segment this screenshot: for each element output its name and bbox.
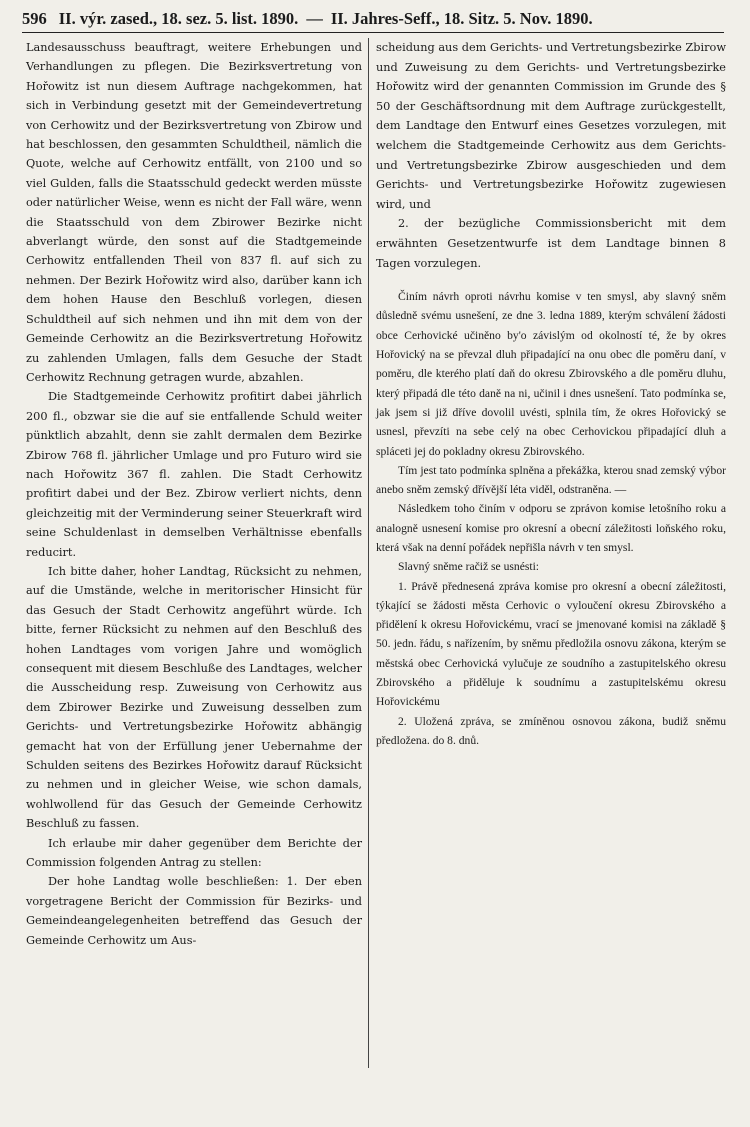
right-czech-paragraph: Činím návrh oproti návrhu komise v ten smysl, aby slavný sněm důsledně svému usnešení, ze dne 3. ledna 1889, kterým schválení žádosti obce Cerhovické učiněno by'o závislým od okolností té, že by okres Hořovický na se převzal dluh připadající na onu obec dle poměru daní, v poměru, dle kterého platí daň do okresu Zbirovského a dle poměru dluhu, který připadá dle této daně na ni, učinil i dnes usnešení. Tato podmínka se, jak jsem si již dříve dovolil uvésti, splnila tím, že okres Hořovický se usnesl, převzíti na sebe celý na obec Cerhovickou připadající dluh a spláceti jej do pokladny okresu Zbirovského. bbox=[376, 290, 726, 458]
right-czech-paragraph: Slavný sněme račiž se usnésti: bbox=[398, 560, 540, 574]
right-czech-paragraph: Následkem toho činím v odporu se zprávon komise letošního roku a analogně usnesení komise pro okresní a obecní záležitosti loňského roku, která však na denní pořádek nepřišla návrh v ten smysl. bbox=[376, 502, 726, 554]
column-divider bbox=[368, 38, 369, 1068]
running-header bbox=[22, 3, 724, 29]
right-german-paragraph: 2. der bezügliche Commissionsbericht mit dem erwähnten Gesetzentwurfe ist dem Landtage binnen 8 Tagen vorzulegen. bbox=[376, 217, 726, 270]
left-paragraph: Der hohe Landtag wolle beschließen: 1. Der eben vorgetragene Bericht der Commission für Bezirks- und Gemeindeangelegenheiten betreffend das Gesuch der Gemeinde Cerhowitz um Aus- bbox=[26, 875, 362, 947]
page-number: 596 bbox=[22, 9, 47, 28]
left-paragraph: Ich erlaube mir daher gegenüber dem Berichte der Commission folgenden Antrag zu stellen: bbox=[26, 836, 362, 870]
paragraph-gap bbox=[376, 273, 726, 287]
left-paragraph: Die Stadtgemeinde Cerhowitz profitirt dabei jährlich 200 fl., obzwar sie die auf sie entfallende Schuld weiter pünktlich abzahlt, denn sie zahlt dermalen dem Bezirke Zbirow 768 fl. jährlicher Umlage und pro Futuro wird sie nach Hořowitz 367 fl. zahlen. Die Stadt Cerhowitz profitirt dabei und der Bez. Zbirow verliert nichts, denn gleichzeitig mit der Verminderung seiner Steuerkraft wird seine Schuldenlast in demselben Verhältnisse ebenfalls reducirt. bbox=[26, 390, 362, 559]
header-rule bbox=[22, 32, 724, 33]
right-czech-paragraph: 1. Právě přednesená zpráva komise pro okresní a obecní záležitosti, týkající se žádosti města Cerhovic o vyloučení okresu Zbirovského a přidělení k okresu Hořovickému, vrací se jmenované komisi na základě § 50. jedn. řádu, s nařízením, by sněmu předložila osnovu zákona, kterým se městská obec Cerhovická vylučuje ze soudního a zastupitelského okresu Zbirovského a přiděluje k soudnímu a zastupitelskému okresu Hořovickému bbox=[376, 579, 726, 709]
right-czech-paragraph: 2. Uložená zpráva, se zmíněnou osnovou zákona, budiž sněmu předložena. do 8. dnů. bbox=[376, 714, 726, 747]
left-column bbox=[26, 38, 362, 950]
header-dash: — bbox=[306, 9, 323, 28]
header-german: II. Jahres-Seff., 18. Sitz. 5. Nov. 1890. bbox=[330, 9, 593, 28]
header-czech: II. výr. zased., 18. sez. 5. list. 1890. bbox=[58, 9, 299, 28]
left-paragraph: Landesausschuss beauftragt, weitere Erhebungen und Verhandlungen zu pflegen. Die Bezirksvertretung von Hořowitz ist nun diesem Auftrage nachgekommen, hat sich in Verbindung gesetzt mit der Gemeindevertretung von Cerhowitz und der Bezirksvertretung von Zbirow und hat beschlossen, den gesammten Schuldtheil, nämlich die Quote, welche auf Cerhowitz entfällt, von 2100 und so viel Gulden, falls die Staatsschuld gedeckt werden müsste oder natürlicher Weise, wenn es nicht der Fall wäre, wenn die Staatsschuld von dem Zbirower Bezirke nicht abverlangt würde, den sonst auf die Stadtgemeinde Cerhowitz entfallenden Theil von 837 fl. auf sich zu nehmen. Der Bezirk Hořowitz wird also, darüber kann ich dem hohen Hause den Beschluß vorlegen, diesen Schuldtheil auf sich nehmen und ihn mit dem von der Gemeinde Cerhowitz an die Bezirksvertretung Hořowitz zu zahlenden Umlagen, falls dem Gesuche der Stadt Cerhowitz Rechnung getragen wurde, abzahlen. bbox=[26, 41, 362, 384]
right-column bbox=[376, 38, 726, 750]
left-paragraph: Ich bitte daher, hoher Landtag, Rücksicht zu nehmen, auf die Umstände, welche in meritorischer Hinsicht für das Gesuch der Stadt Cerhowitz angeführt würde. Ich bitte, ferner Rücksicht zu nehmen auf den Beschluß des hohen Landtages vom vorigen Jahre und womöglich consequent mit diesem Beschluße des Landtages, welcher die Ausscheidung resp. Zuweisung von Cerhowitz aus dem Zbirower Bezirke und Zuweisung desselben zum Gerichts- und Vertretungsbezirke Hořowitz abhängig gemacht hat von der Erfüllung jener Uebernahme der Schulden seitens des Bezirkes Hořowitz darauf Rücksicht zu nehmen und in gleicher Weise, wie schon damals, wohlwollend für das Gesuch der Gemeinde Cerhowitz Beschluß zu fassen. bbox=[26, 564, 362, 831]
right-czech-paragraph: Tím jest tato podmínka splněna a překážka, kterou snad zemský výbor anebo sněm zemský dřívější léta viděl, odstraněna. — bbox=[376, 463, 726, 497]
right-german-paragraph: scheidung aus dem Gerichts- und Vertretungsbezirke Zbirow und Zuweisung zu dem Gerichts- und Vertretungsbezirke Hořowitz wird der genannten Commission im Grunde des § 50 der Geschäftsordnung mit dem Auftrage zurückgestellt, dem Landtage den Entwurf eines Gesetzes vorzulegen, mit welchem die Stadtgemeinde Cerhowitz aus dem Gerichts- und Vertretungsbezirke Zbirow ausgeschieden und dem Gerichts- und Vertretungsbezirke Hořowitz zugewiesen wird, und bbox=[376, 41, 726, 211]
